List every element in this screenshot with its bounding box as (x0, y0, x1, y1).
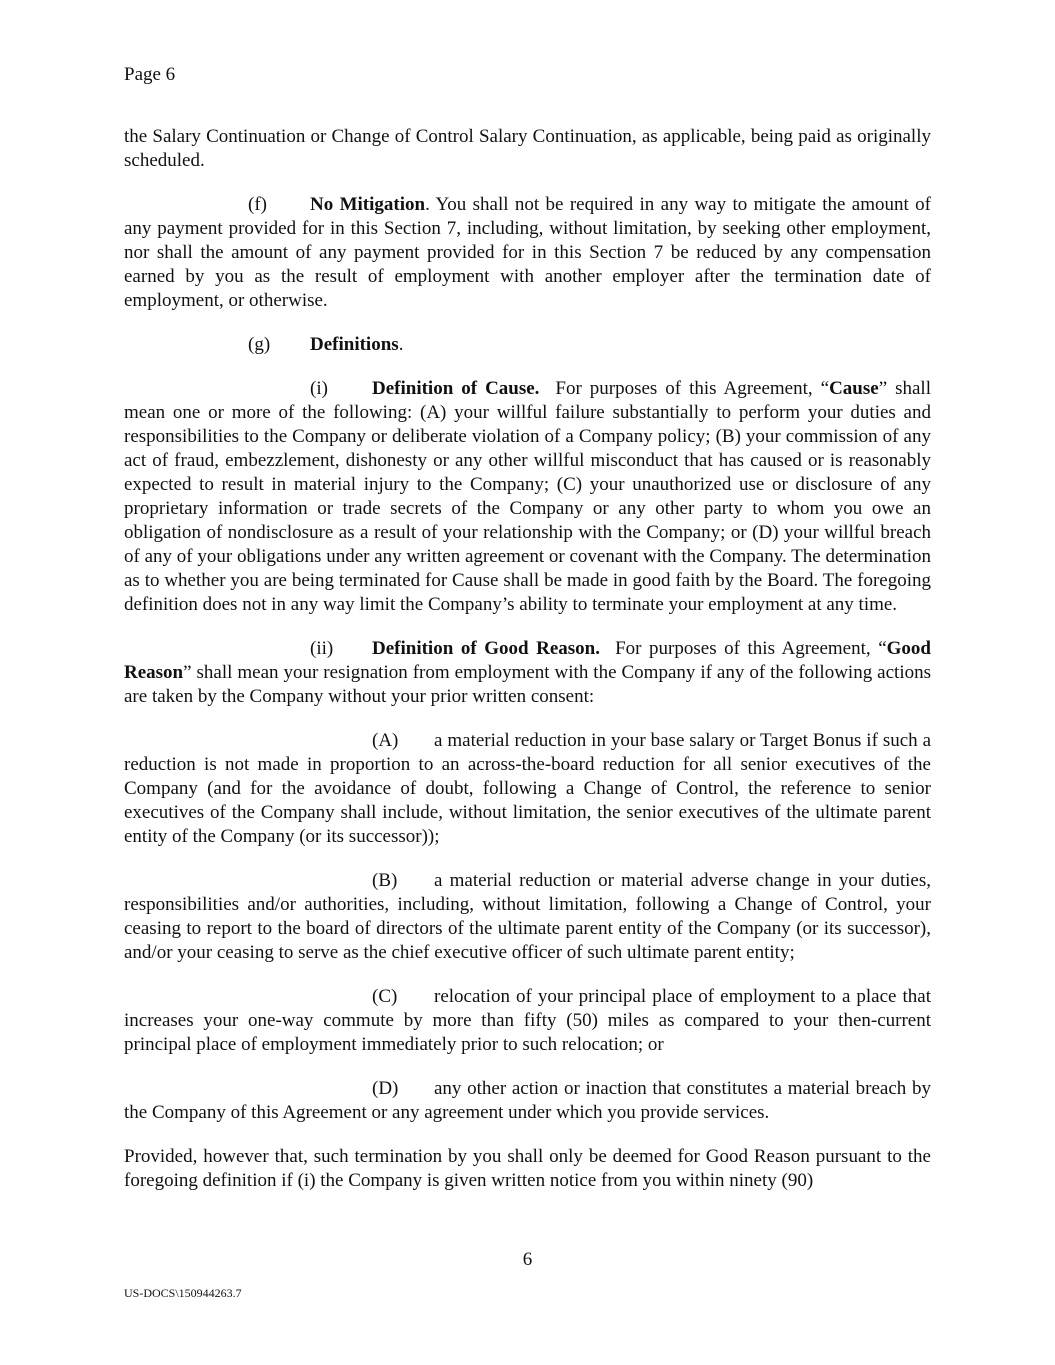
paragraph-ii-text-1: For purposes of this Agreement, “ (599, 638, 887, 659)
clause-number-D: (D) (372, 1078, 399, 1099)
paragraph-f-no-mitigation (124, 193, 931, 313)
section-number-f: (f) (248, 194, 267, 215)
section-number-ii: (ii) (310, 638, 334, 659)
clause-number-B: (B) (372, 870, 398, 891)
paragraph-continuation: the Salary Continuation or Change of Control Salary Continuation, as applicable, being paid as originally scheduled. (124, 126, 931, 171)
section-title-cause: Definition of Cause. (372, 378, 540, 399)
paragraph-ii-text-2: ” shall mean your resignation from employment with the Company if any of the following actions are taken by the Company without your prior written consent: (124, 662, 931, 707)
paragraph-i-text-1: For purposes of this Agreement, “ (539, 378, 830, 399)
paragraph-i-cause (124, 377, 931, 617)
section-title-definitions: Definitions (310, 334, 399, 355)
page-number: 6 (522, 1249, 533, 1270)
paragraph-i-text-2: ” shall mean one or more of the following: (A) your willful failure substantially to perform your duties and responsibilities to the Company or deliberate violation of a Company policy; (B) your commission of any act of fraud, embezzlement, dishonesty or any other willful misconduct that has caused or is reasonably expected to result in material injury to the Company; (C) your unauthorized use or disclosure of any proprietary information or trade secrets of the Company or any other party to whom you owe an obligation of nondisclosure as a result of your relationship with the Company; or (D) your willful breach of any of your obligations under any written agreement or covenant with the Company. The determination as to whether you are being terminated for Cause shall be made in good faith by the Board. The foregoing definition does not in any way limit the Company’s ability to terminate your employment at any time. (124, 378, 931, 615)
paragraph-f-text: . You shall not be required in any way to mitigate the amount of any payment provided for in this Section 7, including, without limitation, by seeking other employment, nor shall the amount of any payment provided for in this Section 7 be reduced by any compensation earned by you as the result of employment with another employer after the termination date of employment, or otherwise. (124, 194, 931, 311)
section-title-good-reason: Definition of Good Reason. (372, 638, 600, 659)
document-id: US-DOCS\150944263.7 (124, 1286, 242, 1300)
clause-A-text: a material reduction in your base salary or Target Bonus if such a reduction is not made in proportion to an across-the-board reduction for all senior executives of the Company (and for the avoidance of doubt, following a Change of Control, the reference to senior executives of the Company shall include, without limitation, the senior executives of the ultimate parent entity of the Company (or its successor)); (124, 730, 931, 847)
section-number-g: (g) (248, 334, 271, 355)
section-title-no-mitigation: No Mitigation (310, 194, 426, 215)
defined-term-cause: Cause (829, 378, 879, 399)
page-header: Page 6 (124, 64, 176, 85)
section-number-i: (i) (310, 378, 328, 399)
paragraph-ii-good-reason (124, 637, 931, 709)
clause-number-C: (C) (372, 986, 398, 1007)
defined-term-good-reason: Good Reason (124, 638, 931, 683)
paragraph-C (124, 985, 931, 1057)
paragraph-A (124, 729, 931, 849)
paragraph-proviso: Provided, however that, such termination by you shall only be deemed for Good Reason pursuant to the foregoing definition if (i) the Company is given written notice from you within ninety (90) (124, 1146, 931, 1191)
clause-number-A: (A) (372, 730, 399, 751)
paragraph-D (124, 1077, 931, 1125)
paragraph-g-definitions (124, 333, 931, 357)
paragraph-B (124, 869, 931, 965)
paragraph-g-text: . (398, 334, 404, 355)
document-body (124, 125, 931, 1213)
clause-D-text: any other action or inaction that constitutes a material breach by the Company of this Agreement or any agreement under which you provide services. (124, 1078, 931, 1123)
clause-B-text: a material reduction or material adverse change in your duties, responsibilities and/or authorities, including, without limitation, following a Change of Control, your ceasing to report to the board of directors of the ultimate parent entity of the Company (or its successor), and/or your ceasing to serve as the chief executive officer of such ultimate parent entity; (124, 870, 931, 963)
clause-C-text: relocation of your principal place of employment to a place that increases your one-way commute by more than fifty (50) miles as compared to your then-current principal place of employment immediately prior to such relocation; or (124, 986, 931, 1055)
